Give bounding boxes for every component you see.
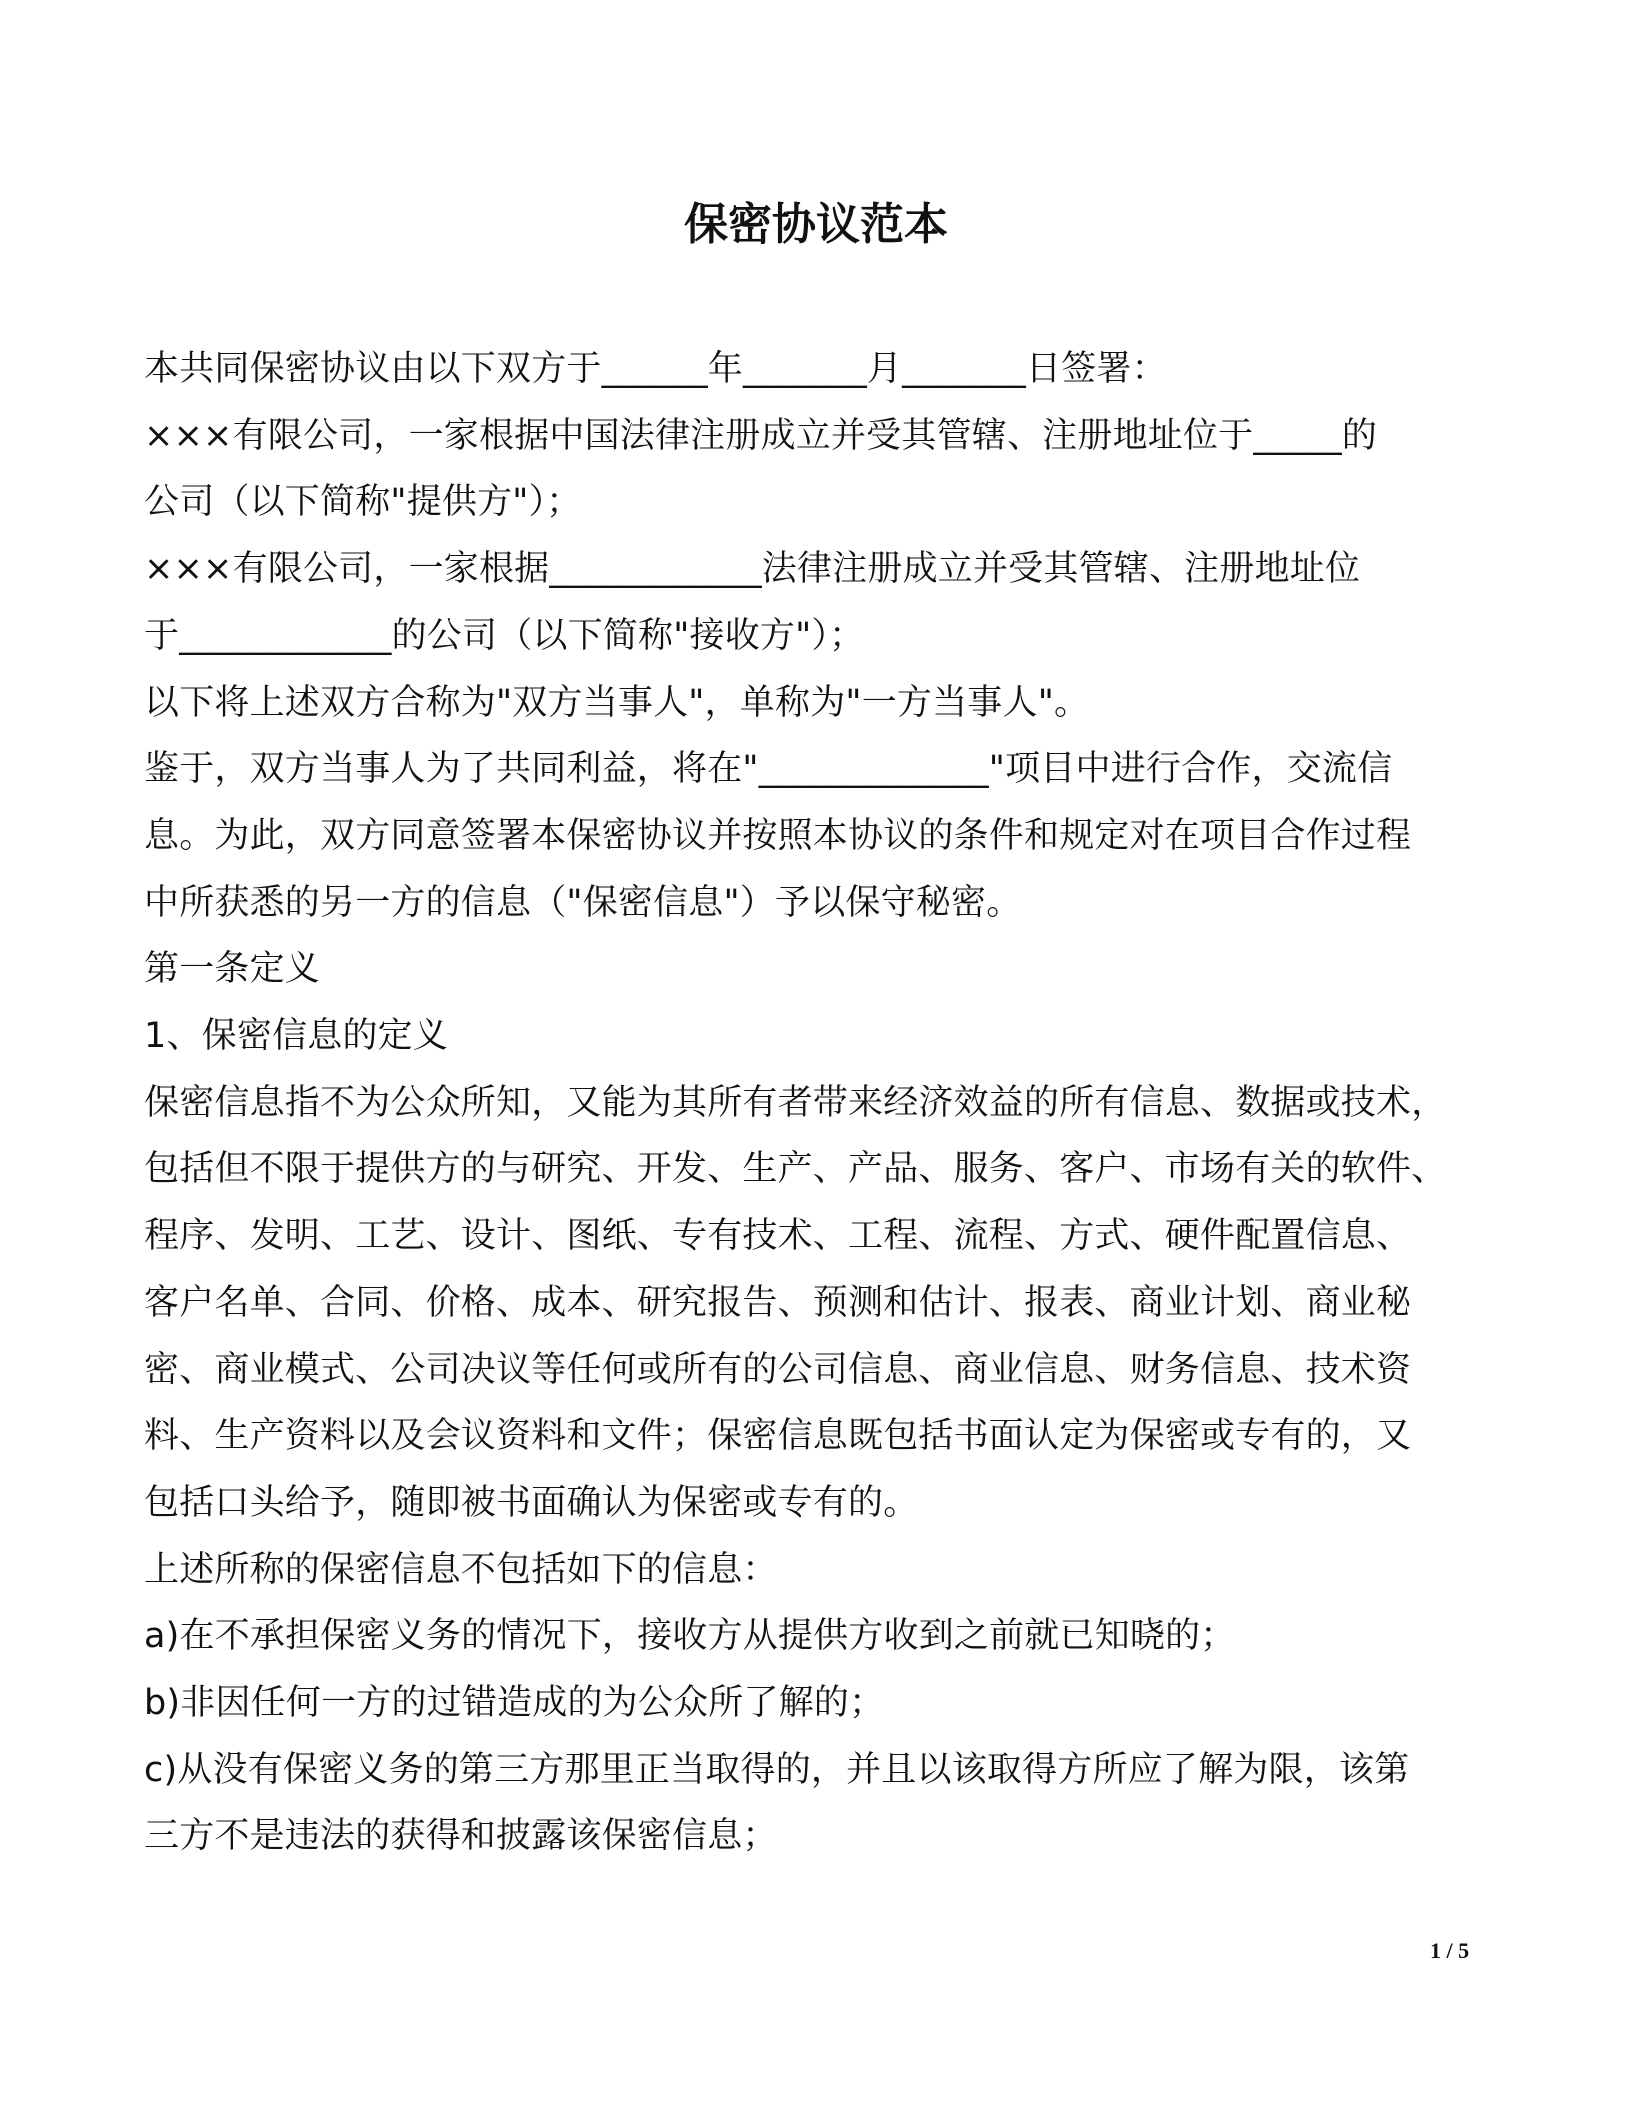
text-line: 鉴于，双方当事人为了共同利益，将在"_____________"项目中进行合作，交流信 <box>144 749 1393 790</box>
text-line: 于____________的公司（以下简称"接收方"）； <box>144 615 865 656</box>
text-line: 息。为此，双方同意签署本保密协议并按照本协议的条件和规定对在项目合作过程 <box>144 815 1412 856</box>
document-body <box>144 336 1484 1870</box>
text-line: 公司（以下简称"提供方"）； <box>144 482 582 523</box>
text-line: ×××有限公司，一家根据____________法律注册成立并受其管辖、注册地址位 <box>144 549 1361 590</box>
text-line: 料、生产资料以及会议资料和文件；保密信息既包括书面认定为保密或专有的，又 <box>144 1416 1412 1457</box>
text-line: 密、商业模式、公司决议等任何或所有的公司信息、商业信息、财务信息、技术资 <box>144 1349 1412 1390</box>
text-line: 中所获悉的另一方的信息（"保密信息"）予以保守秘密。 <box>144 882 1022 923</box>
text-line: 包括口头给予，随即被书面确认为保密或专有的。 <box>144 1482 919 1523</box>
text-line: 第一条定义 <box>144 949 321 990</box>
document-title: 保密协议范本 <box>684 199 948 250</box>
text-line: 上述所称的保密信息不包括如下的信息： <box>144 1549 778 1590</box>
text-line: ×××有限公司，一家根据中国法律注册成立并受其管辖、注册地址位于_____的 <box>144 415 1378 456</box>
text-line: 保密信息指不为公众所知，又能为其所有者带来经济效益的所有信息、数据或技术， <box>144 1082 1447 1123</box>
text-line: 三方不是违法的获得和披露该保密信息； <box>144 1816 778 1857</box>
text-line: b)非因任何一方的过错造成的为公众所了解的； <box>144 1683 885 1724</box>
text-line: 客户名单、合同、价格、成本、研究报告、预测和估计、报表、商业计划、商业秘 <box>144 1282 1412 1323</box>
page-number: 1 / 5 <box>1430 1938 1470 1963</box>
text-line: 程序、发明、工艺、设计、图纸、专有技术、工程、流程、方式、硬件配置信息、 <box>144 1216 1412 1257</box>
text-line: a)在不承担保密义务的情况下，接收方从提供方收到之前就已知晓的； <box>144 1616 1236 1657</box>
text-line: 1、保密信息的定义 <box>144 1016 449 1057</box>
text-line: 包括但不限于提供方的与研究、开发、生产、产品、服务、客户、市场有关的软件、 <box>144 1149 1447 1190</box>
text-line: 本共同保密协议由以下双方于______年_______月_______日签署： <box>144 349 1167 389</box>
text-line: c)从没有保密义务的第三方那里正当取得的，并且以该取得方所应了解为限，该第 <box>144 1749 1410 1790</box>
text-line: 以下将上述双方合称为"双方当事人"，单称为"一方当事人"。 <box>144 682 1090 723</box>
